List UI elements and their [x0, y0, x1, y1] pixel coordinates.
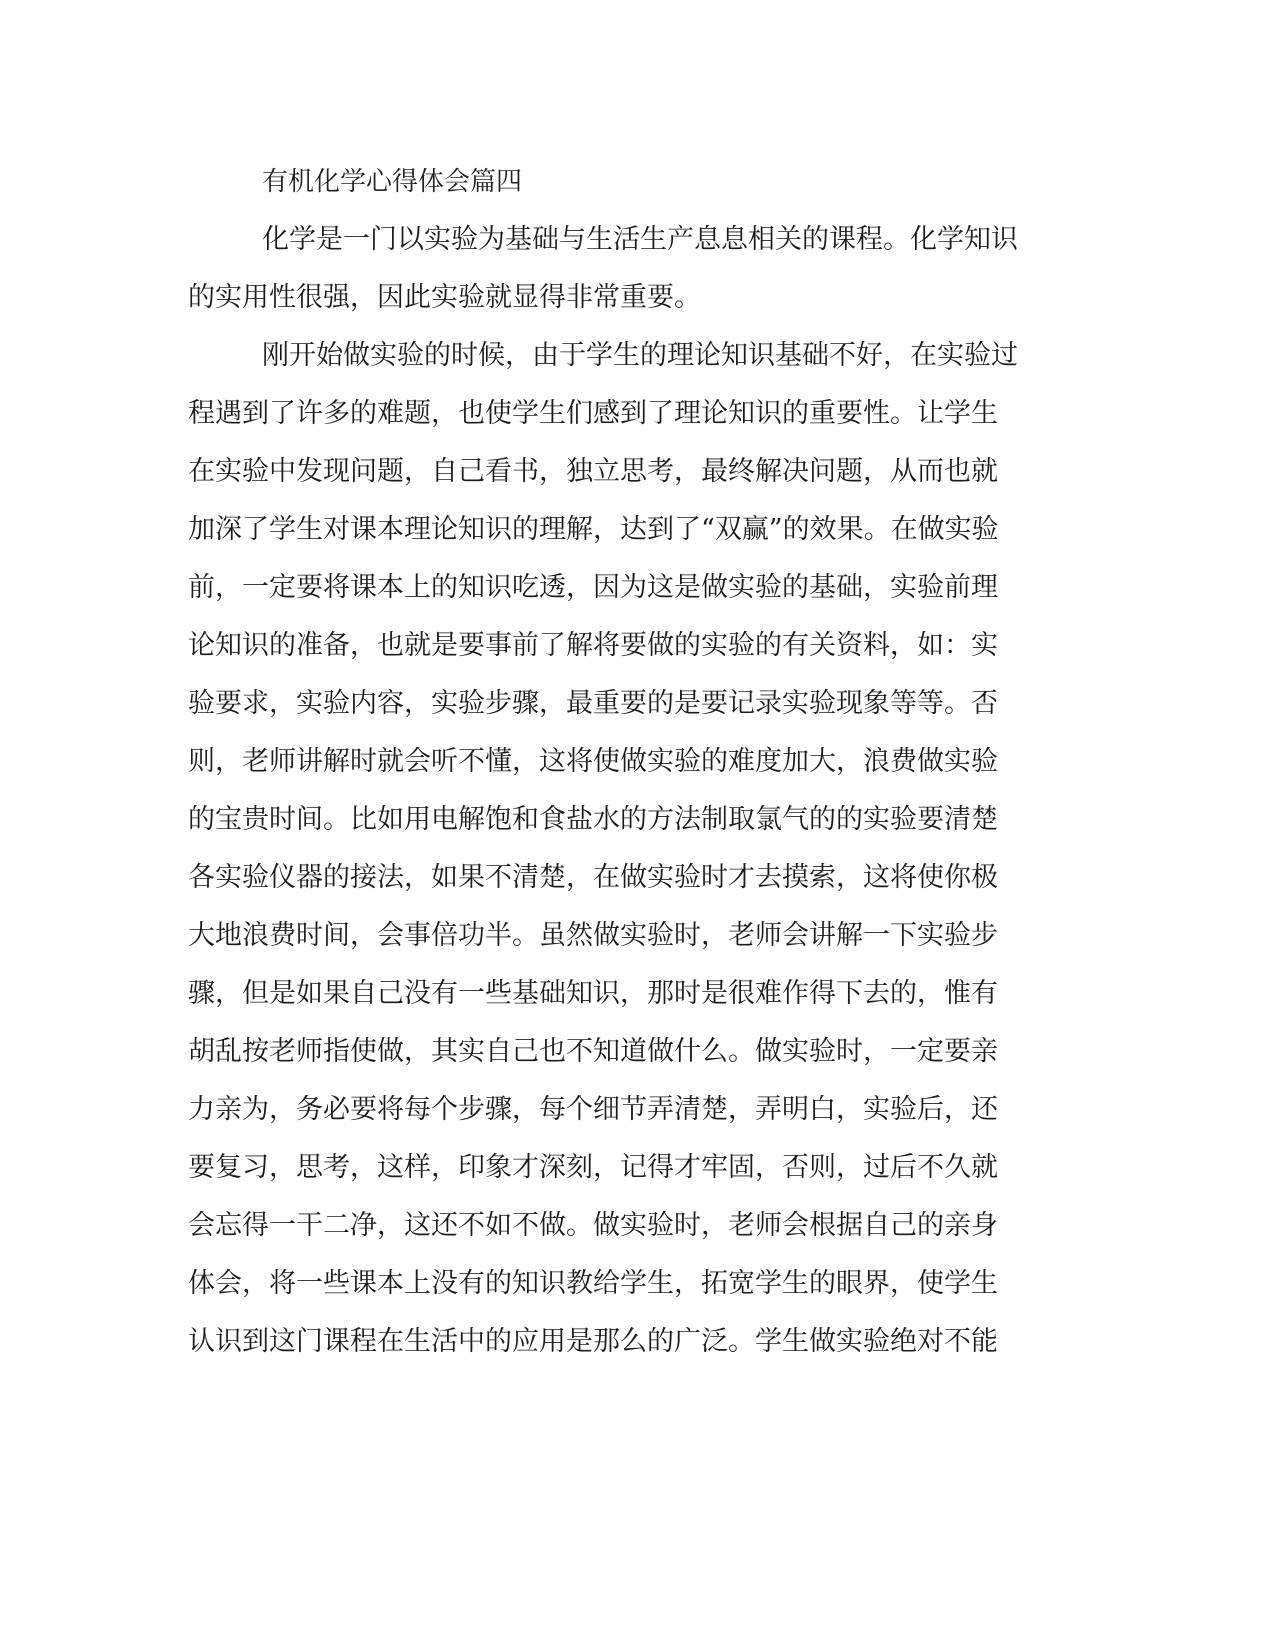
paragraph-line: 在实验中发现问题，自己看书，独立思考，最终解决问题，从而也就	[188, 456, 998, 487]
paragraph-line: 骤，但是如果自己没有一些基础知识，那时是很难作得下去的，惟有	[188, 978, 998, 1009]
paragraph-line: 刚开始做实验的时候，由于学生的理论知识基础不好，在实验过	[262, 340, 1018, 371]
paragraph-line: 加深了学生对课本理论知识的理解，达到了“双赢”的效果。在做实验	[188, 514, 999, 545]
paragraph-line: 程遇到了许多的难题，也使学生们感到了理论知识的重要性。让学生	[188, 398, 998, 429]
paragraph-line: 体会，将一些课本上没有的知识教给学生，拓宽学生的眼界，使学生	[188, 1268, 998, 1299]
paragraph-line: 胡乱按老师指使做，其实自己也不知道做什么。做实验时，一定要亲	[188, 1036, 998, 1067]
paragraph-line: 论知识的准备，也就是要事前了解将要做的实验的有关资料，如：实	[188, 630, 998, 661]
paragraph-line: 则，老师讲解时就会听不懂，这将使做实验的难度加大，浪费做实验	[188, 746, 998, 777]
paragraph-line: 的实用性很强，因此实验就显得非常重要。	[188, 282, 701, 313]
paragraph-line: 前，一定要将课本上的知识吃透，因为这是做实验的基础，实验前理	[188, 572, 998, 603]
paragraph-line: 验要求，实验内容，实验步骤，最重要的是要记录实验现象等等。否	[188, 688, 998, 719]
paragraph-line: 会忘得一干二净，这还不如不做。做实验时，老师会根据自己的亲身	[188, 1210, 998, 1241]
paragraph-line: 要复习，思考，这样，印象才深刻，记得才牢固，否则，过后不久就	[188, 1152, 998, 1183]
paragraph-line: 力亲为，务必要将每个步骤，每个细节弄清楚，弄明白，实验后，还	[188, 1094, 998, 1125]
paragraph-line: 认识到这门课程在生活中的应用是那么的广泛。学生做实验绝对不能	[188, 1326, 998, 1357]
paragraph-line: 化学是一门以实验为基础与生活生产息息相关的课程。化学知识	[262, 224, 1018, 255]
document-title: 有机化学心得体会篇四	[262, 167, 523, 197]
paragraph-line: 大地浪费时间，会事倍功半。虽然做实验时，老师会讲解一下实验步	[188, 920, 998, 951]
paragraph-line: 各实验仪器的接法，如果不清楚，在做实验时才去摸索，这将使你极	[188, 862, 998, 893]
paragraph-line: 的宝贵时间。比如用电解饱和食盐水的方法制取氯气的的实验要清楚	[188, 804, 998, 835]
